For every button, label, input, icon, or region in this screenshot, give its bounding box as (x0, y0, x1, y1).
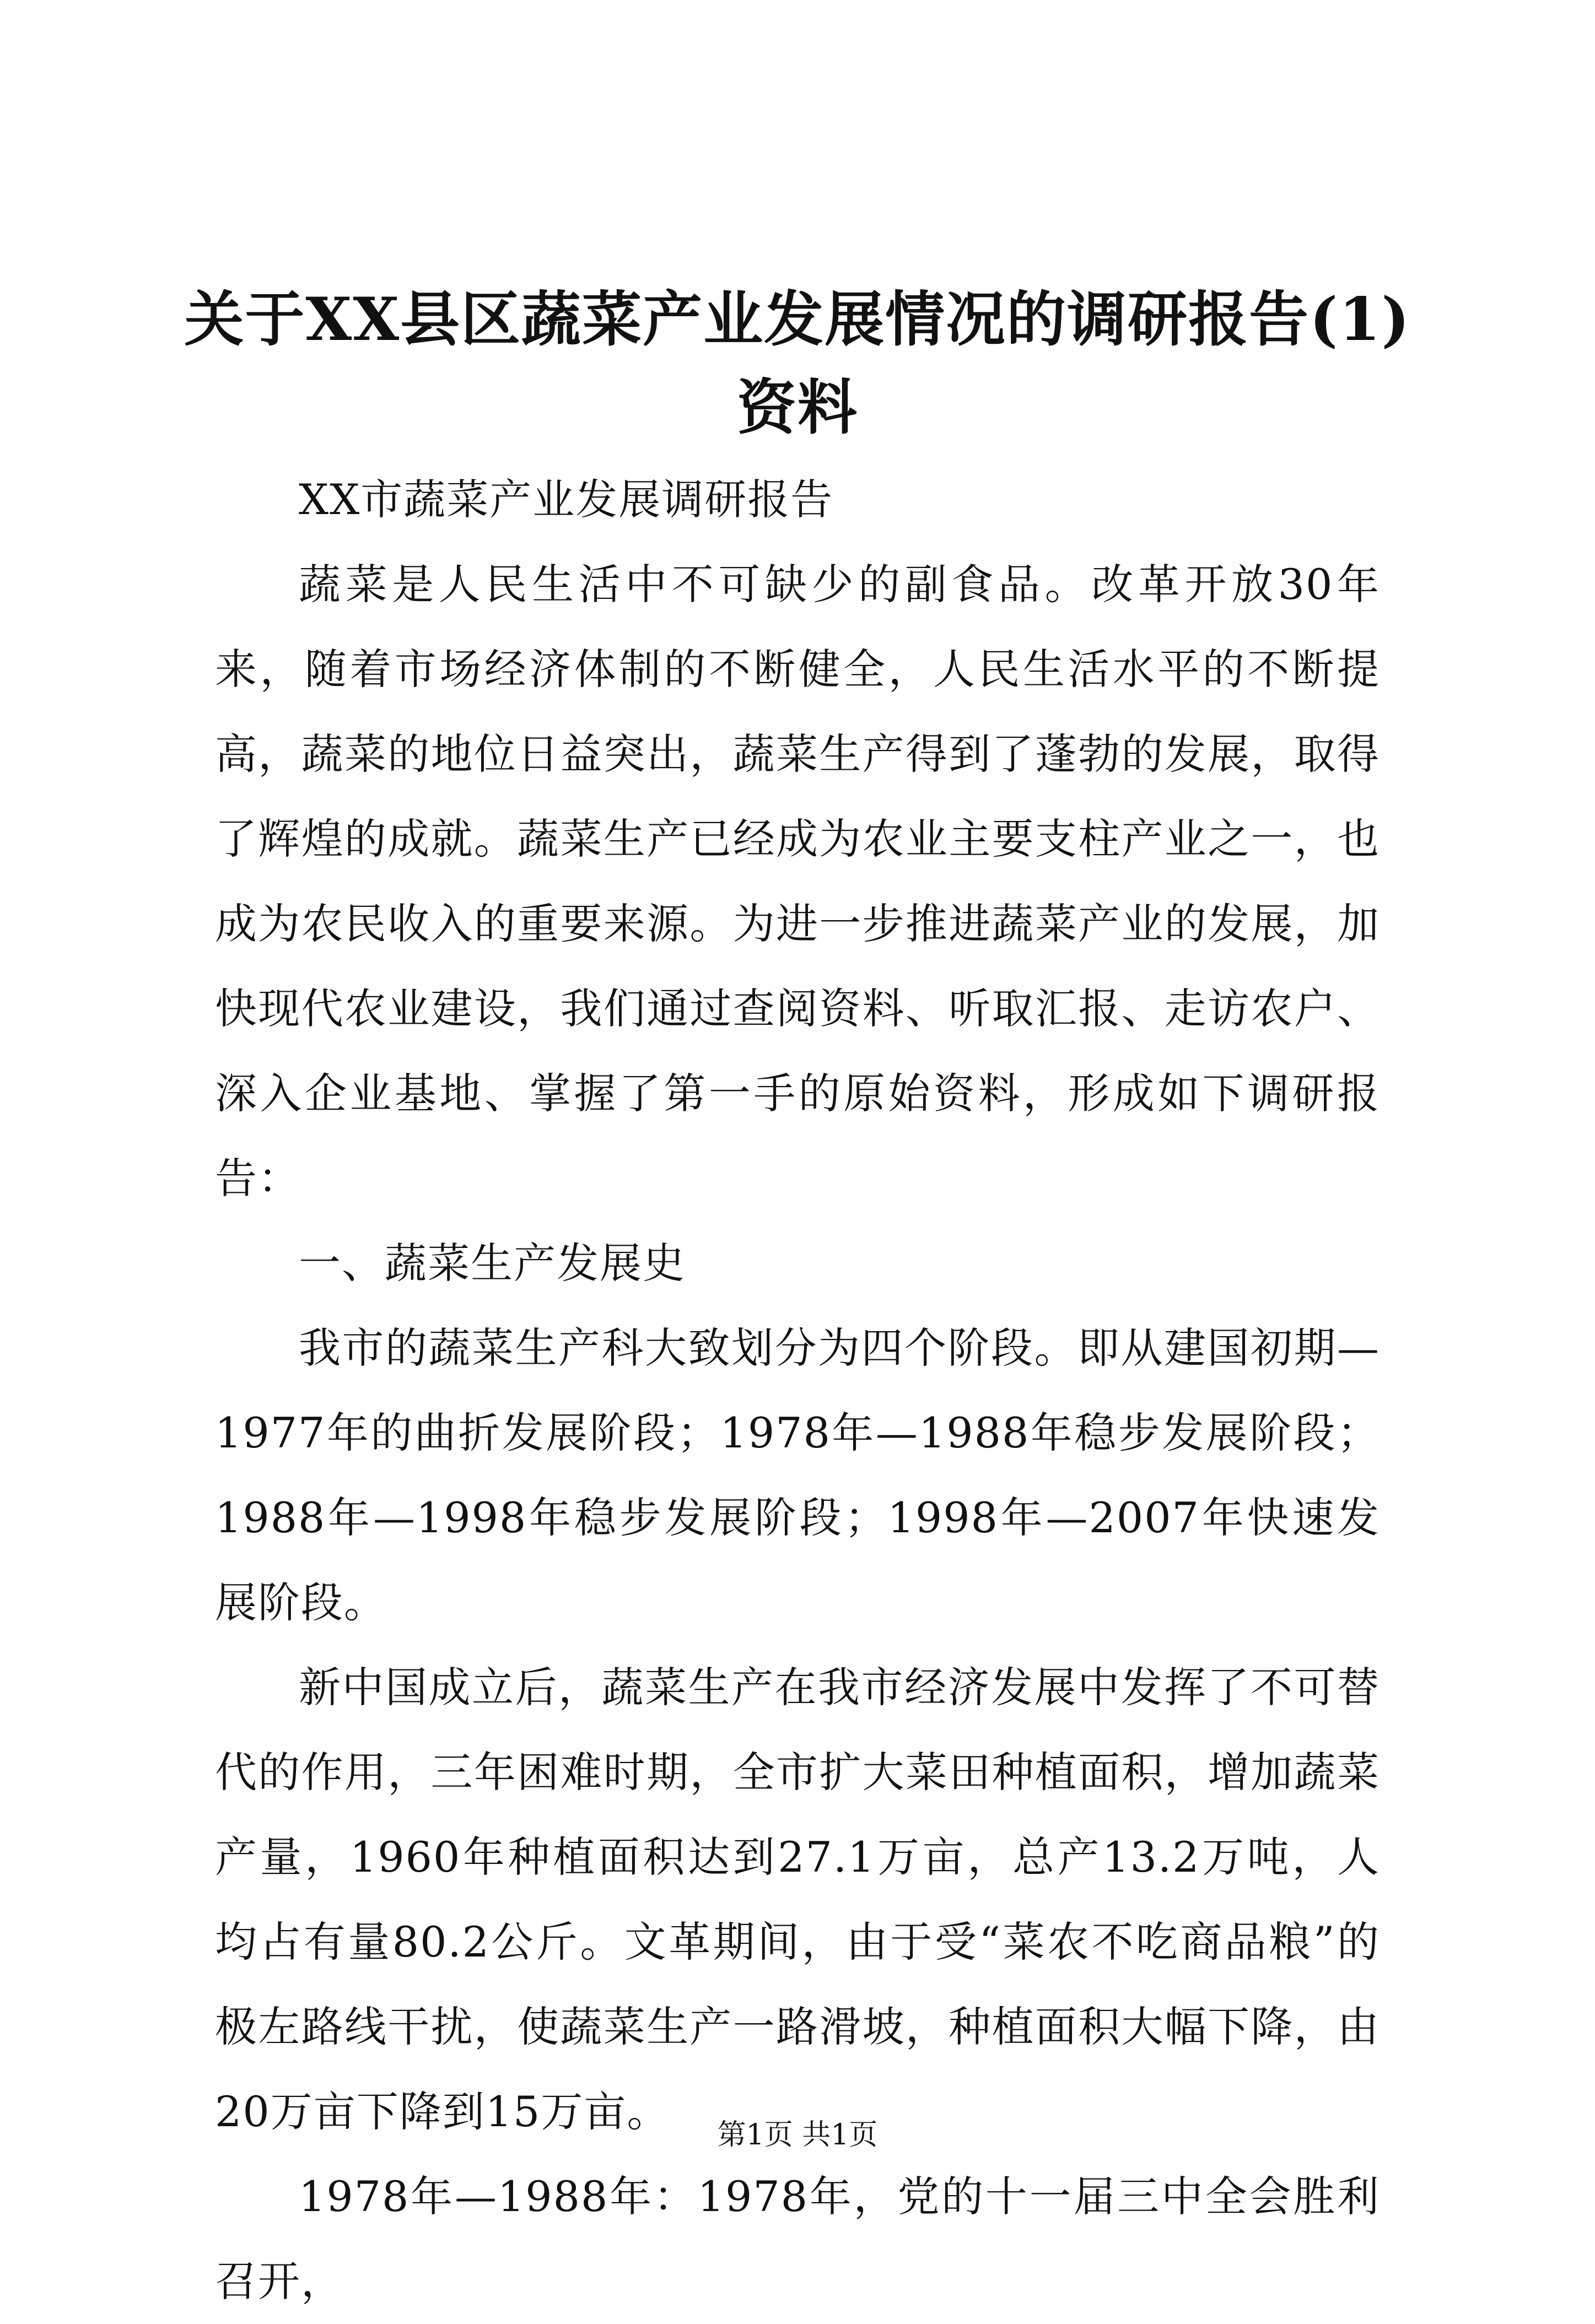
body-paragraph: 1978年—1988年：1978年，党的十一届三中全会胜利召开， (215, 2172, 1380, 2306)
body-paragraph: 我市的蔬菜生产科大致划分为四个阶段。即从建国初期—1977年的曲折发展阶段；1978年—1988年稳步发展阶段；1988年—1998年稳步发展阶段；1998年—2007年快速发展阶段。 (215, 1323, 1380, 1627)
subtitle-paragraph: XX市蔬菜产业发展调研报告 (299, 475, 834, 524)
body-paragraph: 新中国成立后，蔬菜生产在我市经济发展中发挥了不可替代的作用，三年困难时期，全市扩大菜田种植面积，增加蔬菜产量，1960年种植面积达到27.1万亩，总产13.2万吨，人均占有量80.2公斤。文革期间，由于受“菜农不吃商品粮”的极左路线干扰，使蔬菜生产一路滑坡，种植面积大幅下降，由20万亩下降到15万亩。 (215, 1663, 1380, 2136)
document-body (215, 457, 1380, 2324)
document-title: 关于XX县区蔬菜产业发展情况的调研报告(1)资料 (184, 285, 1411, 442)
section-heading: 一、蔬菜生产发展史 (299, 1239, 686, 1288)
page-footer: 第1页 共1页 (717, 2118, 878, 2152)
body-paragraph: 蔬菜是人民生活中不可缺少的副食品。改革开放30年来，随着市场经济体制的不断健全，人民生活水平的不断提高，蔬菜的地位日益突出，蔬菜生产得到了蓬勃的发展，取得了辉煌的成就。蔬菜生产已经成为农业主要支柱产业之一，也成为农民收入的重要来源。为进一步推进蔬菜产业的发展，加快现代农业建设，我们通过查阅资料、听取汇报、走访农户、深入企业基地、掌握了第一手的原始资料，形成如下调研报告： (215, 560, 1380, 1203)
